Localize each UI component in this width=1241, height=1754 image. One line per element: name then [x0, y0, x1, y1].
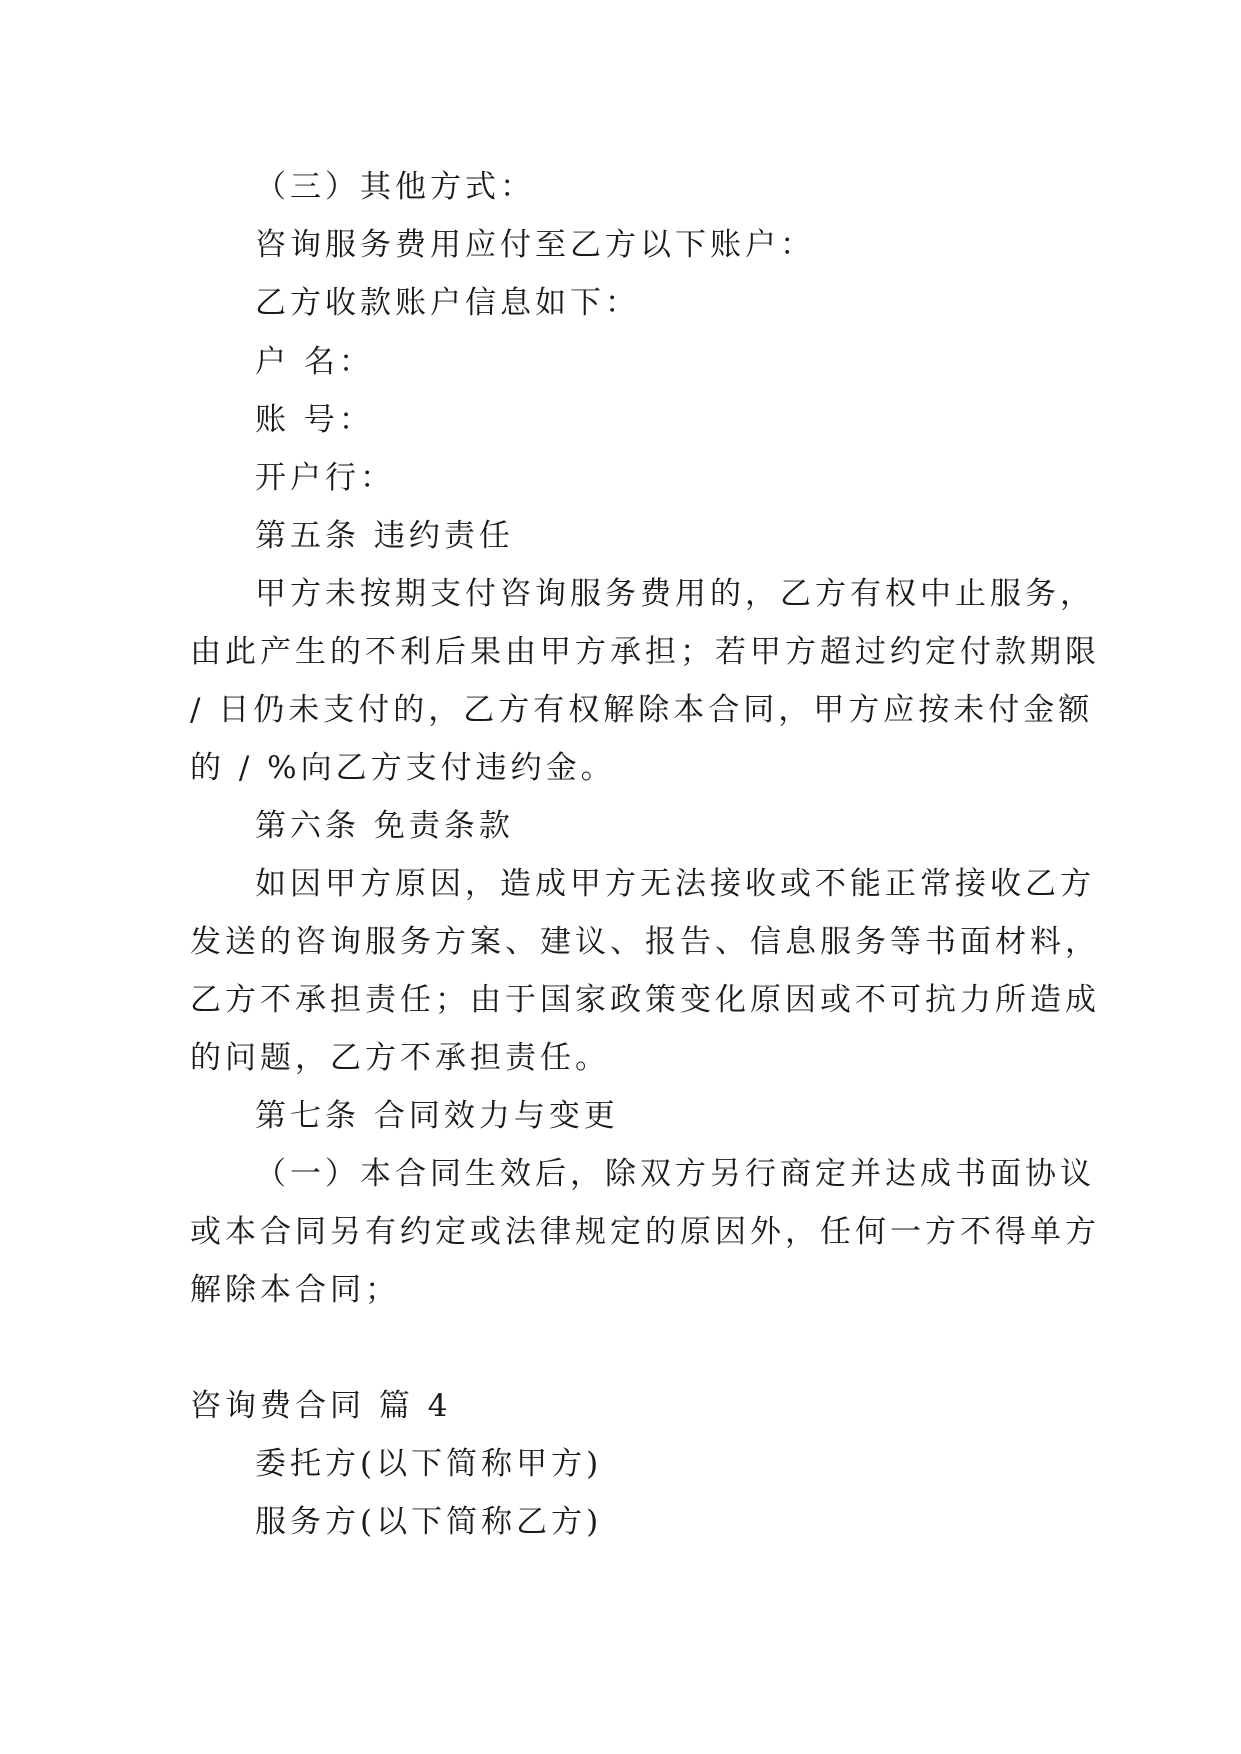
article-5-paragraph-line-2: 由此产生的不利后果由甲方承担；若甲方超过约定付款期限: [190, 634, 1100, 670]
article-6-paragraph-line-1: 如因甲方原因，造成甲方无法接收或不能正常接收乙方: [255, 866, 1095, 902]
account-info-heading: 乙方收款账户信息如下：: [255, 285, 640, 321]
bank-label: 开户行：: [255, 460, 395, 496]
article-6-paragraph-line-3: 乙方不承担责任；由于国家政策变化原因或不可抗力所造成: [190, 982, 1100, 1018]
client-party-label: 委托方(以下简称甲方): [255, 1446, 603, 1482]
payment-account-intro: 咨询服务费用应付至乙方以下账户：: [255, 227, 815, 263]
article-5-heading: 第五条 违约责任: [255, 518, 514, 554]
service-party-label: 服务方(以下简称乙方): [255, 1504, 603, 1540]
article-7-heading: 第七条 合同效力与变更: [255, 1098, 619, 1134]
article-6-paragraph-line-4: 的问题，乙方不承担责任。: [190, 1040, 610, 1076]
payment-method-other: （三）其他方式：: [255, 169, 535, 205]
article-5-paragraph-line-4: 的 / %向乙方支付违约金。: [190, 750, 616, 786]
article-7-item-1-line-2: 或本合同另有约定或法律规定的原因外，任何一方不得单方: [190, 1214, 1100, 1250]
article-7-item-1-line-3: 解除本合同；: [190, 1272, 400, 1308]
account-number-label: 账 号：: [255, 402, 374, 438]
article-7-item-1-line-1: （一）本合同生效后，除双方另行商定并达成书面协议: [255, 1156, 1095, 1192]
article-6-paragraph-line-2: 发送的咨询服务方案、建议、报告、信息服务等书面材料，: [190, 924, 1100, 960]
article-5-paragraph-line-3: / 日仍未支付的，乙方有权解除本合同，甲方应按未付金额: [190, 692, 1094, 728]
article-6-heading: 第六条 免责条款: [255, 808, 514, 844]
section-title: 咨询费合同 篇 4: [190, 1388, 452, 1424]
account-name-label: 户 名：: [255, 344, 374, 380]
article-5-paragraph-line-1: 甲方未按期支付咨询服务费用的，乙方有权中止服务，: [255, 576, 1095, 612]
